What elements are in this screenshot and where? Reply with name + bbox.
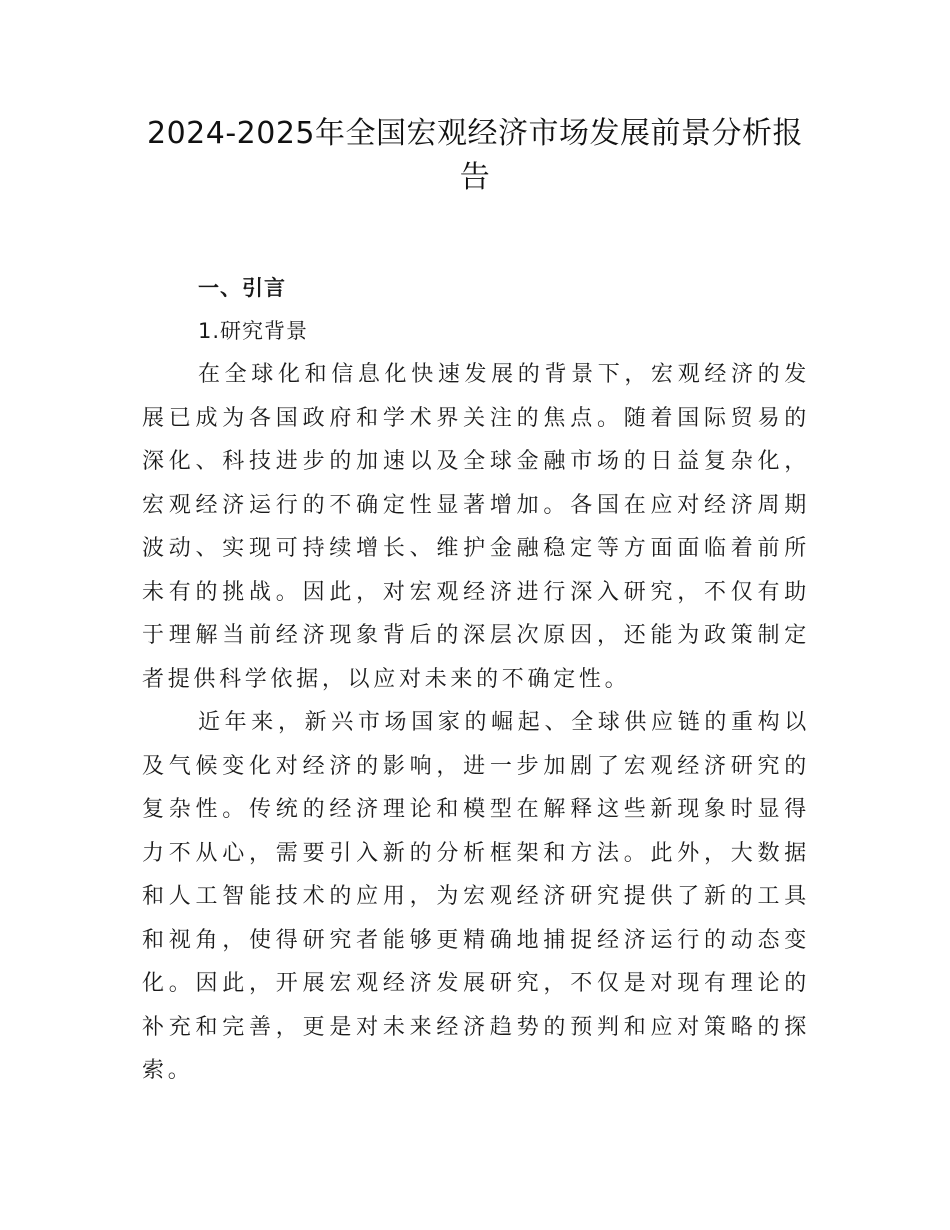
paragraph-1: 在全球化和信息化快速发展的背景下，宏观经济的发展已成为各国政府和学术界关注的焦点。随着国际贸易的深化、科技进步的加速以及全球金融市场的日益复杂化，宏观经济运行的不确定性显著增加。各国在应对经济周期波动、实现可持续增长、维护金融稳定等方面面临着前所未有的挑战。因此，对宏观经济进行深入研究，不仅有助于理解当前经济现象背后的深层次原因，还能为政策制定者提供科学依据，以应对未来的不确定性。 xyxy=(142,362,810,692)
document-body xyxy=(142,267,810,1093)
paragraph-2: 近年来，新兴市场国家的崛起、全球供应链的重构以及气候变化对经济的影响，进一步加剧了宏观经济研究的复杂性。传统的经济理论和模型在解释这些新现象时显得力不从心，需要引入新的分析框架和方法。此外，大数据和人工智能技术的应用，为宏观经济研究提供了新的工具和视角，使得研究者能够更精确地捕捉经济运行的动态变化。因此，开展宏观经济发展研究，不仅是对现有理论的补充和完善，更是对未来经济趋势的预判和应对策略的探索。 xyxy=(142,710,810,1083)
document-title: 2024-2025年全国宏观经济市场发展前景分析报告 xyxy=(146,116,804,195)
section-heading: 一、引言 xyxy=(198,276,286,300)
sub-heading: 1.研究背景 xyxy=(198,319,309,343)
